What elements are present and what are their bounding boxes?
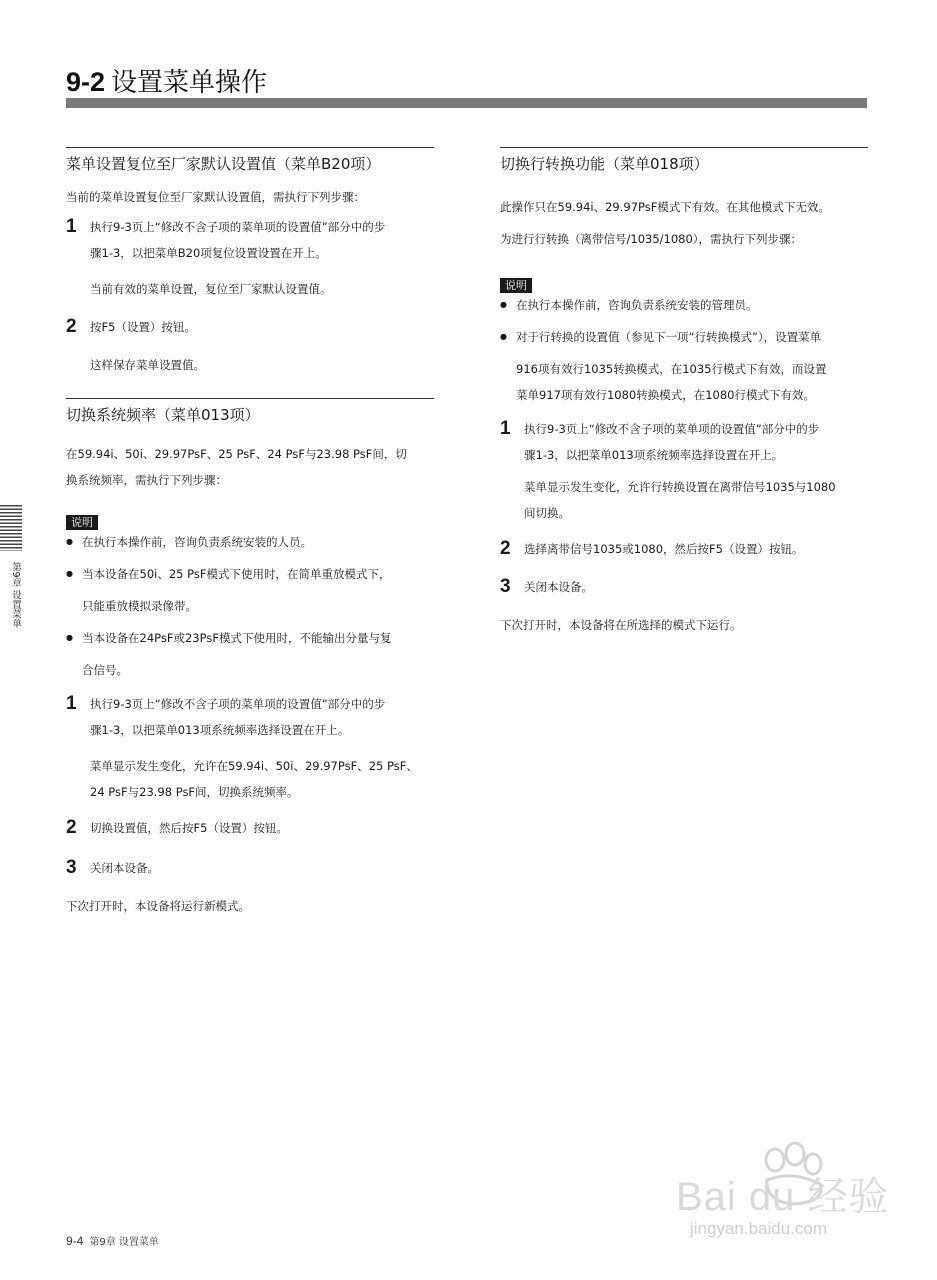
left-column	[66, 147, 434, 919]
bullet-text: 只能重放模拟录像带。	[82, 599, 197, 613]
bullet-text: ● 在执行本操作前，咨询负责系统安装的管理员。	[516, 298, 758, 312]
step-3	[66, 855, 434, 881]
step-number: 2	[500, 538, 511, 559]
step-number: 1	[66, 693, 77, 714]
bullet-text: ● 在执行本操作前，咨询负责系统安装的人员。	[82, 535, 312, 549]
bullet-text: 菜单917项有效行1080转换模式，在1080行模式下有效。	[516, 388, 815, 402]
step-text: 执行9-3页上“修改不含子项的菜单项的设置值”部分中的步	[90, 697, 386, 711]
step-number: 3	[66, 857, 77, 878]
note-bullet	[500, 292, 868, 318]
step-result	[500, 474, 868, 526]
note-label: 说明	[66, 515, 98, 530]
section-number: 9-2	[66, 67, 106, 97]
page-footer	[66, 1233, 159, 1248]
note-bullet	[66, 561, 434, 619]
closing-text: 下次打开时，本设备将在所选择的模式下运行。	[500, 618, 742, 632]
step-2	[66, 815, 434, 841]
watermark-url: jingyan.baidu.com	[690, 1219, 828, 1238]
intro-text: 此操作只在59.94i、29.97PsF模式下有效。在其他模式下无效。	[500, 200, 830, 214]
right-column	[500, 147, 868, 638]
intro-text: 为进行行转换（离带信号/1035/1080），需执行下列步骤：	[500, 232, 803, 246]
result-text: 菜单显示发生变化，允许在59.94i、50i、29.97PsF、25 PsF、	[90, 759, 418, 773]
step-text: 骤1-3，以把菜单B20项复位设置设置在开上。	[90, 246, 327, 260]
result-text: 间切换。	[524, 506, 570, 520]
footer-chapter: 第9章 设置菜单	[89, 1237, 159, 1248]
watermark-brand: Bai du 经验	[676, 1175, 890, 1219]
step-text: 关闭本设备。	[90, 861, 159, 875]
step-result: 这样保存菜单设置值。	[90, 358, 205, 372]
section-heading-frequency: 切换系统频率（菜单013项）	[66, 406, 260, 424]
result-text: 24 PsF与23.98 PsF间，切换系统频率。	[90, 785, 299, 799]
step-result	[66, 753, 434, 805]
note-bullet	[66, 625, 434, 683]
chapter-tab-label: 第9章 设置菜单	[10, 562, 21, 629]
page-number: 9-4	[66, 1234, 84, 1248]
note-bullet	[66, 529, 434, 555]
title-rule	[66, 98, 867, 108]
result-text: 菜单显示发生变化，允许行转换设置在离带信号1035与1080	[524, 480, 836, 494]
page-title	[66, 62, 267, 99]
step-text: 骤1-3，以把菜单013项系统频率选择设置在开上。	[90, 723, 350, 737]
bullet-text: ● 对于行转换的设置值（参见下一项“行转换模式”），设置菜单	[516, 330, 822, 344]
section-heading-line-conversion: 切换行转换功能（菜单018项）	[500, 155, 709, 173]
closing-text: 下次打开时，本设备将运行新模式。	[66, 899, 250, 913]
step-text: 按F5（设置）按钮。	[90, 320, 196, 334]
step-number: 1	[66, 216, 77, 237]
step-number: 2	[66, 817, 77, 838]
bullet-text: 916项有效行1035转换模式，在1035行模式下有效，而设置	[516, 362, 827, 376]
step-text: 执行9-3页上“修改不含子项的菜单项的设置值”部分中的步	[90, 220, 386, 234]
step-number: 2	[66, 316, 77, 337]
chapter-tab-marker	[0, 505, 22, 551]
intro-text: 在59.94i、50i、29.97PsF、25 PsF、24 PsF与23.98 PsF间，切	[66, 447, 407, 461]
intro-text: 当前的菜单设置复位至厂家默认设置值，需执行下列步骤：	[66, 190, 365, 204]
step-result: 当前有效的菜单设置，复位至厂家默认设置值。	[90, 282, 332, 296]
step-3	[500, 574, 868, 600]
step-2	[66, 314, 434, 340]
step-number: 1	[500, 418, 511, 439]
note-label: 说明	[500, 278, 532, 293]
step-text: 关闭本设备。	[524, 580, 593, 594]
step-text: 执行9-3页上“修改不含子项的菜单项的设置值”部分中的步	[524, 422, 820, 436]
step-text: 骤1-3，以把菜单013项系统频率选择设置在开上。	[524, 448, 784, 462]
bullet-text: ● 当本设备在24PsF或23PsF模式下使用时，不能输出分量与复	[82, 631, 392, 645]
section-heading-reset: 菜单设置复位至厂家默认设置值（菜单B20项）	[66, 155, 381, 173]
section-title: 设置菜单操作	[111, 68, 268, 98]
step-text: 选择离带信号1035或1080，然后按F5（设置）按钮。	[524, 542, 804, 556]
step-1	[500, 416, 868, 468]
step-number: 3	[500, 576, 511, 597]
bullet-text: 合信号。	[82, 663, 128, 677]
bullet-text: ● 当本设备在50i、25 PsF模式下使用时，在简单重放模式下，	[82, 567, 391, 581]
step-2	[500, 536, 868, 562]
step-1	[66, 214, 434, 266]
intro-text: 换系统频率，需执行下列步骤：	[66, 473, 227, 487]
step-text: 切换设置值，然后按F5（设置）按钮。	[90, 821, 288, 835]
step-1	[66, 691, 434, 743]
note-bullet	[500, 324, 868, 408]
